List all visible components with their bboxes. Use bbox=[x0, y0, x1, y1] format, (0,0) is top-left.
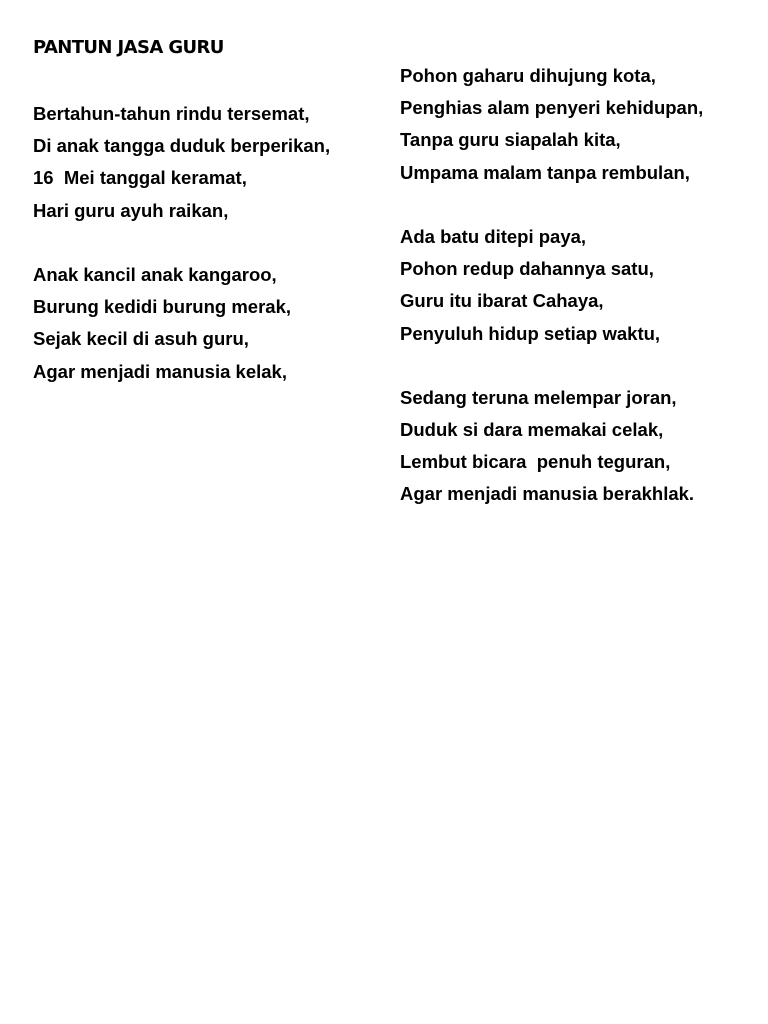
stanza-line: Bertahun-tahun rindu tersemat, bbox=[33, 103, 310, 124]
stanza-line: Penyuluh hidup setiap waktu, bbox=[400, 322, 661, 344]
stanza-line: Penghias alam penyeri kehidupan, bbox=[400, 97, 704, 119]
stanza-line: Burung kedidi burung merak, bbox=[33, 296, 291, 318]
stanza-line: Tanpa guru siapalah kita, bbox=[400, 129, 621, 151]
stanza-line: Agar menjadi manusia kelak, bbox=[33, 360, 287, 382]
stanza-line: Hari guru ayuh raikan, bbox=[33, 199, 229, 221]
stanza-line: Sedang teruna melempar joran, bbox=[400, 386, 677, 408]
stanza-line: 16 Mei tanggal keramat, bbox=[33, 167, 247, 189]
stanza-line: Pohon gaharu dihujung kota, bbox=[400, 65, 656, 86]
stanza-line: Lembut bicara penuh teguran, bbox=[400, 451, 671, 473]
stanza-2 bbox=[33, 259, 330, 388]
document-title: PANTUN JASA GURU bbox=[33, 37, 224, 58]
stanza-line: Anak kancil anak kangaroo, bbox=[33, 263, 277, 285]
stanza-line: Di anak tangga duduk berperikan, bbox=[33, 135, 331, 157]
stanza-3 bbox=[400, 60, 703, 189]
stanza-line: Ada batu ditepi paya, bbox=[400, 225, 587, 247]
right-column bbox=[400, 60, 703, 543]
stanza-1 bbox=[33, 98, 330, 227]
stanza-line: Agar menjadi manusia berakhlak. bbox=[400, 483, 695, 505]
stanza-line: Sejak kecil di asuh guru, bbox=[33, 328, 249, 350]
stanza-line: Pohon redup dahannya satu, bbox=[400, 258, 654, 280]
stanza-4 bbox=[400, 221, 703, 350]
stanza-line: Guru itu ibarat Cahaya, bbox=[400, 290, 604, 312]
left-column bbox=[33, 98, 330, 420]
stanza-line: Umpama malam tanpa rembulan, bbox=[400, 161, 690, 183]
stanza-5 bbox=[400, 382, 703, 511]
stanza-line: Duduk si dara memakai celak, bbox=[400, 419, 664, 441]
